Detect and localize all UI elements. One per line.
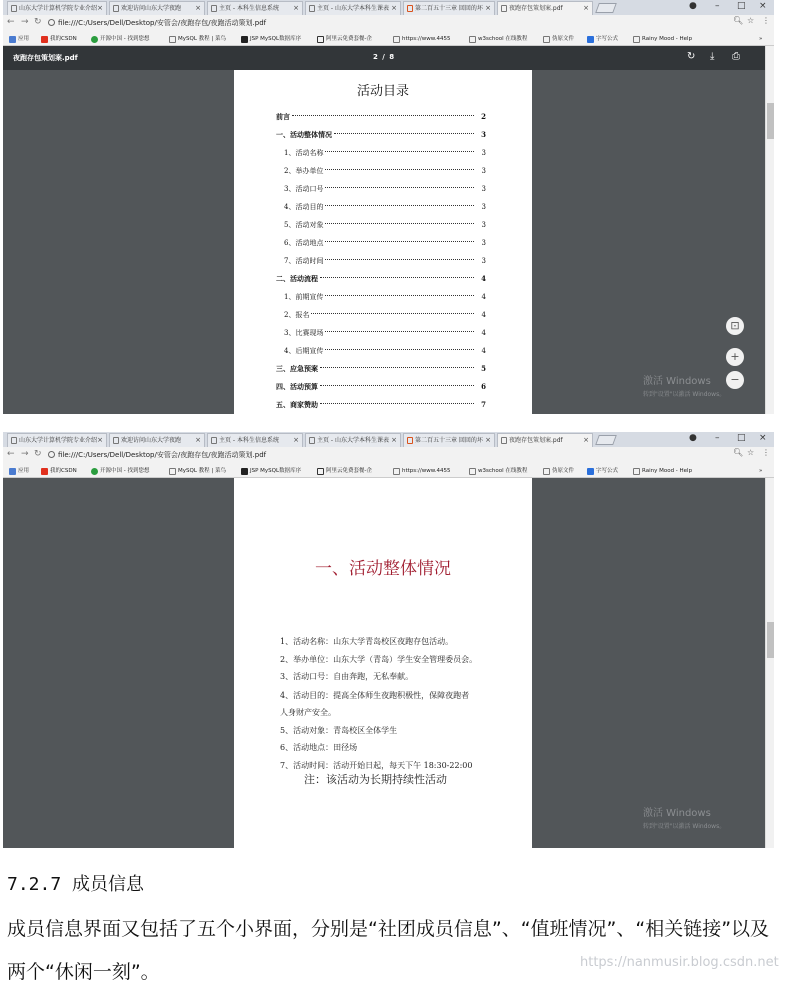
toc-entry-page: 3	[481, 239, 486, 247]
oschina-icon	[91, 468, 98, 475]
tab-novel[interactable]: 第二百五十三章 回回的坏 ×	[403, 1, 495, 15]
section-paragraph: 成员信息界面又包括了五个小界面，分别是“社团成员信息”、“值班情况”、“相关链接”以及两个“休闲一刻”。	[7, 918, 770, 983]
more-bookmarks-icon[interactable]: »	[759, 36, 763, 42]
page-icon	[113, 5, 119, 12]
pdf-page-toc	[234, 70, 532, 414]
toc-entry-page: 3	[481, 185, 486, 193]
toc-entry[interactable]	[276, 182, 486, 196]
bookmark-4455[interactable]: https://www.4455	[393, 465, 450, 477]
bookmarks-bar	[3, 32, 774, 46]
bookmark-mysql[interactable]: MySQL 教程 | 菜鸟	[169, 465, 226, 477]
tab-undergrad-system[interactable]: 主页 - 本科生信息系统 ×	[207, 1, 303, 15]
toc-leader-dots	[325, 142, 474, 152]
browser-screenshot-page3	[3, 432, 774, 848]
toc-entry-label: 5、活动对象	[284, 221, 324, 229]
toc-entry-page: 2	[481, 112, 486, 121]
pdf-toolbar	[3, 46, 765, 70]
toc-entry-label: 2、报名	[284, 311, 310, 319]
toc-title: 活动目录	[356, 84, 409, 99]
m-icon	[587, 36, 594, 43]
bookmark-jsp[interactable]: JSP MySQL数据库序	[241, 33, 301, 45]
star-icon[interactable]: ☆	[747, 448, 755, 457]
reload-icon[interactable]: ↻	[34, 17, 42, 27]
section-line: 3、活动口号：自由奔跑，无私奉献。	[280, 672, 414, 681]
toc-entry-label: 3、活动口号	[284, 185, 324, 193]
reload-icon[interactable]: ↻	[34, 449, 42, 459]
page-icon	[407, 5, 413, 12]
section-line: 7、活动时间：活动开始日起，每天下午 18:30-22:00	[280, 761, 473, 770]
toc-entry-label: 一、活动整体情况	[276, 130, 332, 139]
page-icon	[501, 5, 507, 12]
apps-icon	[9, 36, 16, 43]
csdn-icon	[41, 36, 48, 43]
m-icon	[587, 468, 594, 475]
browser-screenshot-toc	[3, 0, 774, 414]
aliyun-icon	[317, 36, 324, 43]
close-icon[interactable]: ×	[485, 4, 491, 12]
toc-leader-dots	[320, 358, 474, 368]
toc-entry-page: 4	[481, 329, 486, 337]
bookmark-w3school[interactable]: w3school 在线教程	[469, 33, 527, 45]
toc-entry-label: 1、活动名称	[284, 149, 324, 157]
bookmark-fake[interactable]: 伪原文件	[543, 33, 574, 45]
page-icon	[211, 437, 217, 444]
bookmark-4455[interactable]: https://www.4455	[393, 33, 450, 45]
doc-icon	[543, 36, 550, 43]
toc-leader-dots	[325, 250, 474, 260]
toc-entry[interactable]	[276, 290, 486, 304]
toc-entry-label: 2、举办单位	[284, 167, 324, 175]
section-line: 1、活动名称：山东大学青岛校区夜跑存包活动。	[280, 637, 454, 646]
apps-icon	[9, 468, 16, 475]
toc-entry-page: 3	[481, 167, 486, 175]
toc-entry-label: 7、活动时间	[284, 257, 324, 265]
toc-entry-label: 3、比赛现场	[284, 329, 324, 337]
close-icon[interactable]: ×	[195, 436, 201, 444]
toc-entry-label: 前言	[276, 112, 290, 121]
zoom-icon[interactable]: 🔍︎	[733, 448, 744, 457]
toc-entry-page: 3	[481, 130, 486, 139]
new-tab-button[interactable]	[595, 435, 617, 445]
toc-entry-label: 五、商家赞助	[276, 400, 318, 409]
bookmark-formula[interactable]: 字写公式	[587, 33, 618, 45]
minimize-icon[interactable]: –	[715, 1, 720, 11]
rotate-icon[interactable]: ↻	[687, 51, 696, 62]
bookmark-aliyun[interactable]: 阿里云免费套餐-企	[317, 465, 372, 477]
close-icon[interactable]: ×	[293, 436, 299, 444]
toc-entry[interactable]	[276, 164, 486, 178]
scrollbar[interactable]	[765, 46, 774, 414]
toc-leader-dots	[334, 124, 474, 134]
bookmark-apps[interactable]: 应用	[9, 33, 29, 45]
section-line: 2、举办单位：山东大学（青岛）学生安全管理委员会。	[280, 655, 478, 664]
forward-icon[interactable]: →	[21, 17, 29, 27]
activation-watermark: 激活 Windows 转到"设置"以激活 Windows。	[643, 376, 726, 398]
address-bar	[3, 15, 774, 32]
page-icon	[11, 437, 17, 444]
bookmark-rainy[interactable]: Rainy Mood - Help	[633, 465, 692, 477]
toc-entry-page: 7	[481, 400, 486, 409]
section-note: 注：该活动为长期持续性活动	[304, 773, 447, 786]
maximize-icon[interactable]: □	[737, 433, 746, 443]
bookmark-mysql[interactable]: MySQL 教程 | 菜鸟	[169, 33, 226, 45]
section-title: 7.2.7 成员信息	[7, 874, 145, 895]
tab-welcome[interactable]: 欢迎访问山东大学夜跑 ×	[109, 433, 205, 447]
toc-leader-dots	[311, 304, 474, 314]
toc-entry[interactable]	[276, 272, 486, 286]
tab-cs-intro[interactable]: 山东大学计算机学院专业介绍 ×	[7, 433, 107, 447]
page-icon	[633, 468, 640, 475]
toc-leader-dots	[292, 106, 474, 116]
pdf-viewer	[3, 478, 765, 848]
toc-leader-dots	[325, 196, 474, 206]
toc-entry-page: 4	[481, 274, 486, 283]
toc-leader-dots	[325, 286, 474, 296]
tab-pdf[interactable]: 夜跑存包策划案.pdf ×	[497, 433, 593, 447]
pdf-title: 夜跑存包策划案.pdf	[13, 54, 78, 62]
tab-undergrad-system[interactable]: 主页 - 本科生信息系统 ×	[207, 433, 303, 447]
section-line: 人身财产安全。	[280, 708, 336, 717]
bookmark-formula[interactable]: 字写公式	[587, 465, 618, 477]
oschina-icon	[91, 36, 98, 43]
section-line: 5、活动对象：青岛校区全体学生	[280, 726, 398, 735]
tab-welcome[interactable]: 欢迎访问山东大学夜跑 ×	[109, 1, 205, 15]
toc-entry[interactable]	[276, 362, 486, 376]
close-icon[interactable]: ×	[583, 436, 589, 444]
toc-leader-dots	[325, 322, 474, 332]
bookmark-rainy[interactable]: Rainy Mood - Help	[633, 33, 692, 45]
page-icon	[169, 36, 176, 43]
page-icon	[309, 5, 315, 12]
close-icon[interactable]: ×	[391, 436, 397, 444]
bookmark-oschina[interactable]: 开源中国 - 找到您想	[91, 33, 149, 45]
forward-icon[interactable]: →	[21, 449, 29, 459]
aliyun-icon	[317, 468, 324, 475]
page-icon	[501, 437, 507, 444]
download-icon[interactable]: ⤓	[710, 51, 715, 62]
toc-leader-dots	[325, 232, 474, 242]
bookmark-csdn[interactable]: 我的CSDN	[41, 33, 77, 45]
toc-entry-page: 3	[481, 149, 486, 157]
close-icon[interactable]: ×	[195, 4, 201, 12]
pdf-page-overview	[234, 478, 532, 848]
page-icon	[113, 437, 119, 444]
page-icon	[211, 5, 217, 12]
tab-strip	[3, 0, 774, 15]
close-icon[interactable]: ×	[583, 4, 589, 12]
account-icon[interactable]: ●	[689, 1, 697, 11]
toc-entry[interactable]	[276, 308, 486, 322]
bookmarks-bar	[3, 464, 774, 478]
bookmark-fake[interactable]: 伪原文件	[543, 465, 574, 477]
menu-icon[interactable]: ⋮	[762, 448, 770, 457]
source-watermark: https://nanmusir.blog.csdn.net	[580, 955, 779, 970]
star-icon[interactable]: ☆	[747, 16, 755, 25]
bookmark-w3school[interactable]: w3school 在线教程	[469, 465, 527, 477]
activation-watermark: 激活 Windows 转到"设置"以激活 Windows。	[643, 808, 726, 830]
toc-entry[interactable]	[276, 218, 486, 232]
minimize-icon[interactable]: –	[715, 433, 720, 443]
tab-pdf[interactable]: 夜跑存包策划案.pdf ×	[497, 1, 593, 15]
zoom-icon[interactable]: 🔍︎	[733, 16, 744, 25]
menu-icon[interactable]: ⋮	[762, 16, 770, 25]
toc-entry-label: 二、活动流程	[276, 274, 318, 283]
page-icon	[393, 36, 400, 43]
bookmark-jsp[interactable]: JSP MySQL数据库序	[241, 465, 301, 477]
close-icon[interactable]: ×	[485, 436, 491, 444]
url-field[interactable]: file:///C:/Users/Dell/Desktop/安管会/夜跑存包/夜跑活动策划.pdf	[48, 16, 748, 30]
toc-leader-dots	[320, 376, 474, 386]
page-icon	[393, 468, 400, 475]
page-icon	[633, 36, 640, 43]
toc-entry[interactable]	[276, 398, 486, 412]
close-icon[interactable]: ×	[97, 4, 103, 12]
page-icon	[469, 36, 476, 43]
info-icon[interactable]	[48, 451, 55, 458]
toc-entry-label: 四、活动预算	[276, 382, 318, 391]
bookmark-apps[interactable]: 应用	[9, 465, 29, 477]
page-icon	[407, 437, 413, 444]
toc-entry[interactable]	[276, 236, 486, 250]
close-icon[interactable]: ×	[293, 4, 299, 12]
close-window-icon[interactable]: ×	[759, 1, 767, 11]
bookmark-csdn[interactable]: 我的CSDN	[41, 465, 77, 477]
toc-entry-page: 6	[481, 382, 486, 391]
toc-leader-dots	[320, 268, 474, 278]
address-bar	[3, 447, 774, 464]
zoom-out-icon[interactable]: −	[726, 371, 744, 389]
toc-entry-label: 6、活动地点	[284, 239, 324, 247]
b-icon	[241, 36, 248, 43]
account-icon[interactable]: ●	[689, 433, 697, 443]
info-icon[interactable]	[48, 19, 55, 26]
toc-leader-dots	[325, 340, 474, 350]
pdf-viewer	[3, 46, 765, 414]
tab-novel[interactable]: 第二百五十三章 回回的坏 ×	[403, 433, 495, 447]
close-window-icon[interactable]: ×	[759, 433, 767, 443]
toc-entry[interactable]	[276, 326, 486, 340]
toc-entry-page: 3	[481, 221, 486, 229]
scrollbar-thumb[interactable]	[767, 622, 774, 658]
toc-entry[interactable]	[276, 128, 486, 142]
toc-entry-label: 1、前期宣传	[284, 293, 324, 301]
tab-cs-intro[interactable]: 山东大学计算机学院专业介绍 ×	[7, 1, 107, 15]
toc-entry[interactable]	[276, 110, 486, 124]
toc-leader-dots	[325, 178, 474, 188]
toc-leader-dots	[320, 394, 474, 404]
toc-entry-label: 三、应急预案	[276, 364, 318, 373]
back-icon[interactable]: ←	[7, 449, 15, 459]
toc-entry[interactable]	[276, 146, 486, 160]
section-line: 4、活动目的：提高全体师生夜跑积极性，保障夜跑者	[280, 691, 470, 700]
toc-entry-page: 4	[481, 347, 486, 355]
close-icon[interactable]: ×	[97, 436, 103, 444]
doc-icon	[543, 468, 550, 475]
page-indicator[interactable]: 2 / 8	[373, 53, 396, 61]
toc-entry-label: 4、活动目的	[284, 203, 324, 211]
toc-entry-label: 4、后期宣传	[284, 347, 324, 355]
toc-leader-dots	[325, 214, 474, 224]
csdn-icon	[41, 468, 48, 475]
tab-timetable[interactable]: 主页 - 山东大学本科生课表 ×	[305, 1, 401, 15]
tab-timetable[interactable]: 主页 - 山东大学本科生课表 ×	[305, 433, 401, 447]
tab-strip	[3, 432, 774, 447]
more-bookmarks-icon[interactable]: »	[759, 468, 763, 474]
toc-entry-page: 3	[481, 257, 486, 265]
bookmark-oschina[interactable]: 开源中国 - 找到您想	[91, 465, 149, 477]
toc-entry-page: 4	[481, 311, 486, 319]
back-icon[interactable]: ←	[7, 17, 15, 27]
page-icon	[11, 5, 17, 12]
bookmark-aliyun[interactable]: 阿里云免费套餐-企	[317, 33, 372, 45]
page-icon	[469, 468, 476, 475]
toc-entry-page: 4	[481, 293, 486, 301]
toc-entry-page: 5	[481, 364, 486, 373]
toc-entry[interactable]	[276, 344, 486, 358]
page-icon	[169, 468, 176, 475]
scrollbar-thumb[interactable]	[767, 103, 774, 139]
close-icon[interactable]: ×	[391, 4, 397, 12]
fit-page-icon[interactable]: ⊡	[726, 317, 744, 335]
b-icon	[241, 468, 248, 475]
print-icon[interactable]: ⎙	[732, 51, 740, 62]
toc-entry[interactable]	[276, 200, 486, 214]
toc-entry-page: 3	[481, 203, 486, 211]
toc-entry[interactable]	[276, 380, 486, 394]
scrollbar[interactable]	[765, 478, 774, 848]
section-heading: 一、活动整体情况	[315, 559, 451, 579]
maximize-icon[interactable]: □	[737, 1, 746, 11]
url-field[interactable]: file:///C:/Users/Dell/Desktop/安管会/夜跑存包/夜跑活动策划.pdf	[48, 448, 748, 462]
section-line: 6、活动地点：田径场	[280, 743, 358, 752]
new-tab-button[interactable]	[595, 3, 617, 13]
page-icon	[309, 437, 315, 444]
toc-leader-dots	[325, 160, 474, 170]
toc-entry[interactable]	[276, 254, 486, 268]
zoom-in-icon[interactable]: +	[726, 348, 744, 366]
